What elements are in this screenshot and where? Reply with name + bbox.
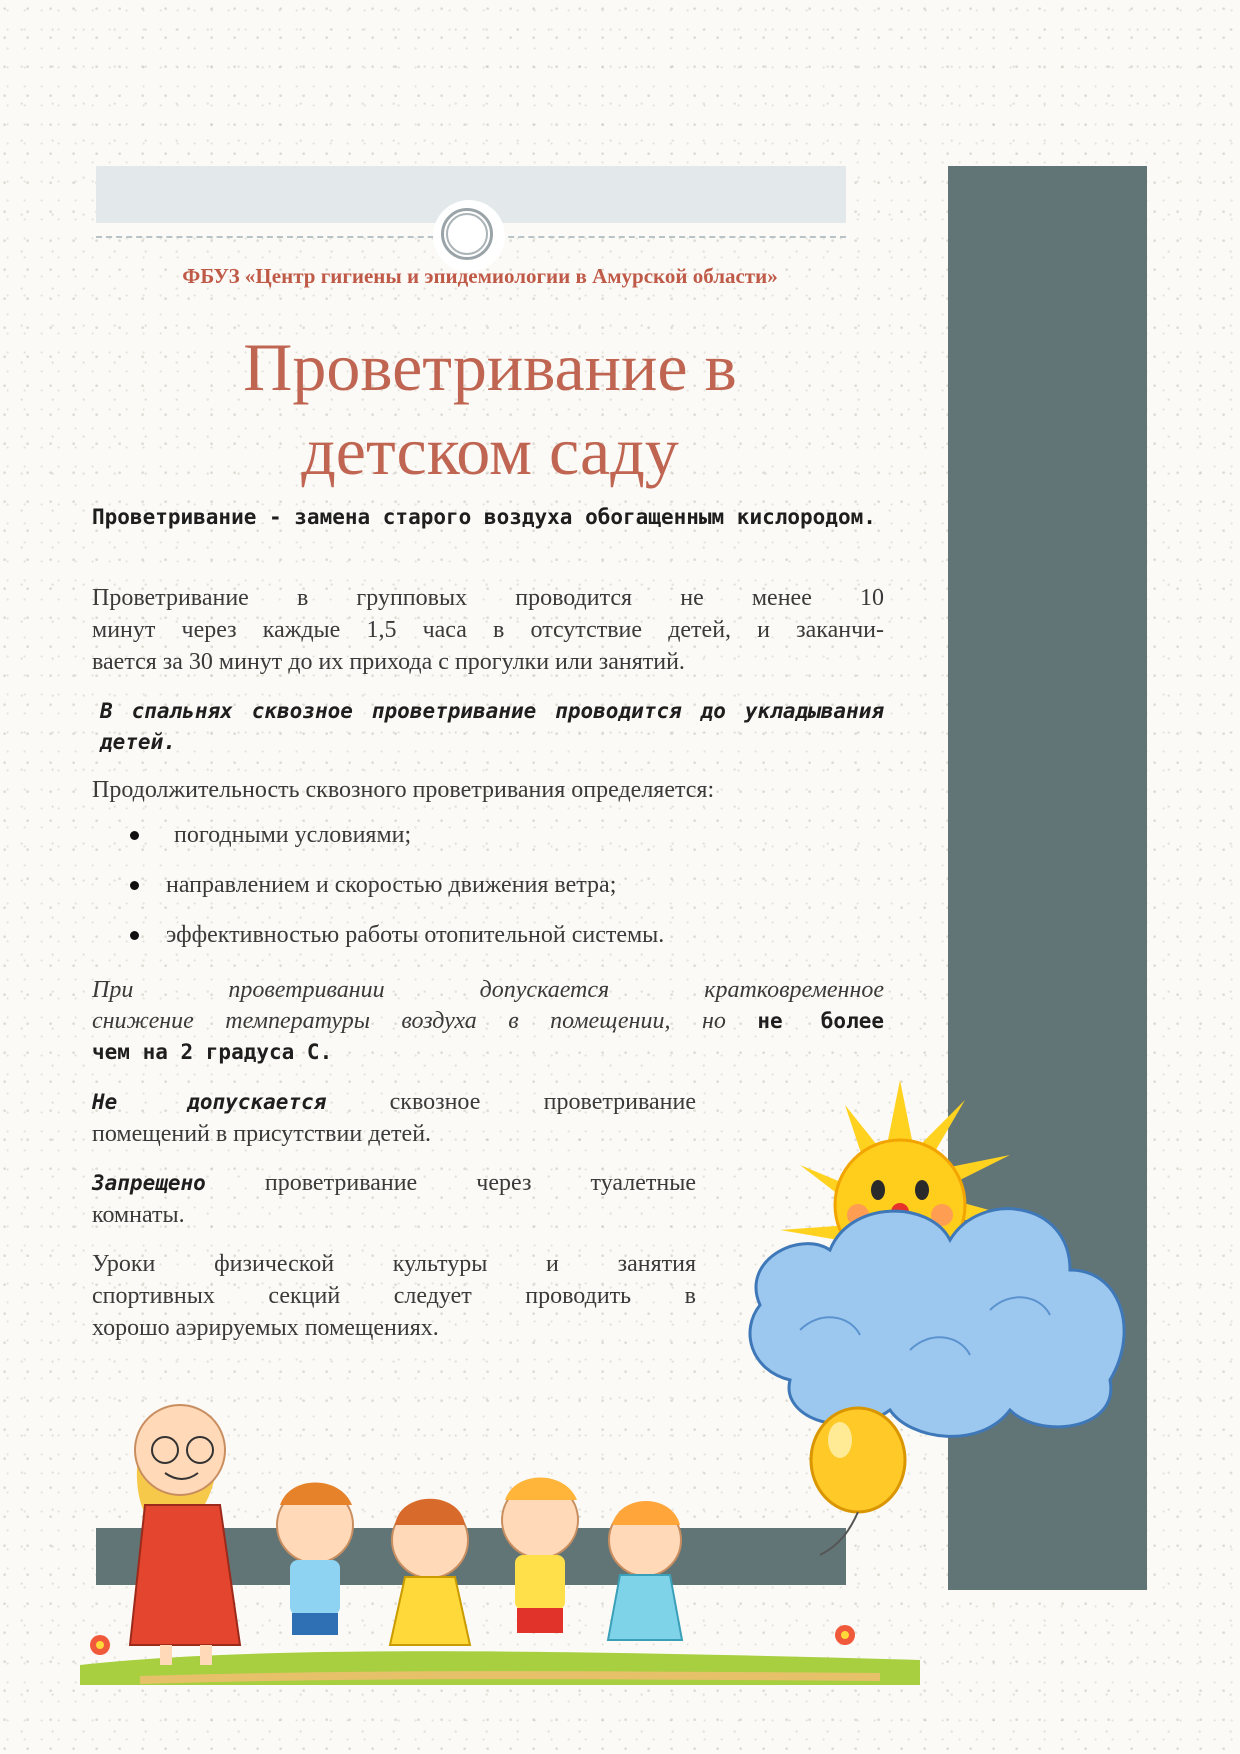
title-line-1: Проветривание в (243, 329, 737, 405)
group-rooms-line: минут через каждые 1,5 часа в отсутствие детей, и заканчи- (92, 617, 884, 643)
sport-line: хорошо аэрируемых помещениях. (92, 1315, 439, 1341)
teacher-children-illustration (60, 1355, 940, 1695)
forbidden-line: комнаты. (92, 1202, 185, 1228)
list-item: погодными условиями; (130, 820, 830, 870)
duration-intro: Продолжительность сквозного проветривания определяется: (92, 777, 715, 803)
bedrooms-paragraph: В спальнях сквозное проветривание проводится до укладывания детей. (100, 699, 884, 754)
not-allowed-emphasis: Не допускается (92, 1090, 327, 1114)
list-item: эффективностью работы отопительной системы. (130, 920, 830, 970)
child-figure (390, 1499, 470, 1645)
temperature-line: При проветривании допускается кратковременное (92, 977, 884, 1003)
definition-paragraph: Проветривание - замена старого воздуха обогащенным кислородом. (92, 505, 876, 529)
flower-icon (835, 1625, 855, 1645)
forbidden-paragraph: Запрещено проветривание через туалетные комнаты. (92, 1167, 696, 1231)
circle-emblem-icon (433, 200, 505, 272)
list-item: направлением и скоростью движения ветра; (130, 870, 830, 920)
sport-line: спортивных секций следует проводить в (92, 1283, 696, 1309)
organization-name: ФБУЗ «Центр гигиены и эпидемиологии в Амурской области» (182, 264, 778, 288)
title-line-2: детском саду (301, 413, 679, 489)
not-allowed-line: помещений в присутствии детей. (92, 1121, 432, 1147)
page-title (100, 325, 880, 493)
bullet-icon (130, 931, 139, 940)
temperature-emphasis: чем на 2 градуса С. (92, 1040, 333, 1064)
temperature-paragraph (92, 975, 884, 1068)
forbidden-emphasis: Запрещено (92, 1171, 206, 1195)
group-rooms-line: вается за 30 минут до их прихода с прогулки или занятий. (92, 649, 685, 675)
sport-line: Уроки физической культуры и занятия (92, 1251, 696, 1277)
group-rooms-paragraph (92, 582, 884, 678)
temperature-emphasis: не более (757, 1009, 885, 1033)
teacher-figure (130, 1405, 240, 1665)
child-figure (277, 1483, 353, 1636)
flower-icon (90, 1635, 110, 1655)
bullet-icon (130, 881, 139, 890)
factors-list (130, 820, 830, 970)
temperature-line: снижение температуры воздуха в помещении, но (92, 1008, 726, 1034)
child-figure (502, 1478, 578, 1634)
group-rooms-line: Проветривание в групповых проводится не менее 10 (92, 585, 884, 611)
child-figure (608, 1501, 682, 1640)
bullet-icon (130, 831, 139, 840)
sport-paragraph (92, 1248, 696, 1344)
not-allowed-paragraph: Не допускается сквозное проветривание помещений в присутствии детей. (92, 1086, 696, 1150)
